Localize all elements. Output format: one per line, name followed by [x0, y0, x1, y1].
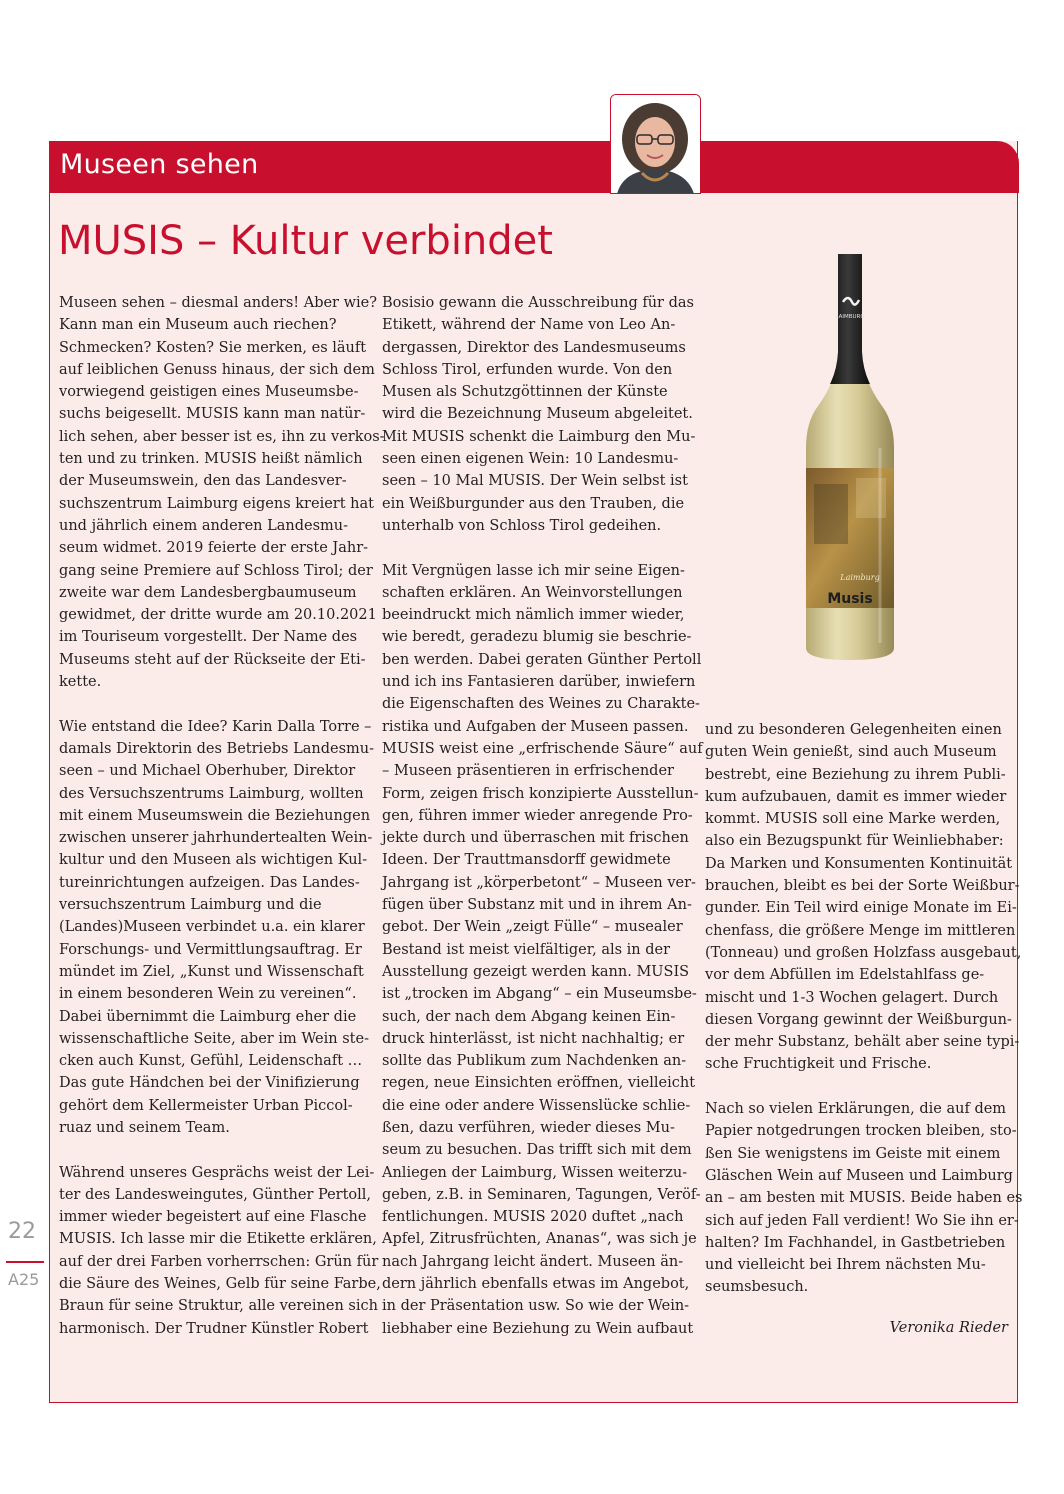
section-banner [49, 141, 1019, 193]
capsule-text: LAIMBURG [835, 314, 865, 320]
page-number-divider [6, 1261, 44, 1263]
bottle-label-text: Musis [827, 591, 873, 607]
article-column-2: Bosisio gewann die Ausschreibung für das Etikett, während der Name von Leo An- dergassen, Direktor des Landesmuseums Schloss Tirol, erfunden wurde. Von den Musen als Schutzgöttinnen der Künste wird die Bezeichnung Museum abgeleitet. Mit MUSIS schenkt die Laimburg den Mu- seen einen eigenen Wein: 10 Landesmu- seen – 10 Mal MUSIS. Der Wein selbst ist ein Weißburgunder aus den Trauben, die unterhalb von Schloss Tirol gedeihen. Mit Vergnügen lasse ich mir seine Eigen- schaften erklären. An Weinvorstellungen beeindruckt mich nämlich immer wieder, wie beredt, geradezu blumig sie beschrie- ben werden. Dabei geraten Günther Pertoll und ich ins Fantasieren darüber, inwiefern die Eigenschaften des Weines zu Charakte- ristika und Aufgaben der Museen passen. MUSIS weist eine „erfrischende Säure“ auf – Museen präsentieren in erfrischender Form, zeigen frisch konzipierte Ausstellun- gen, führen immer wieder anregende Pro- jekte durch und überraschen mit frischen Ideen. Der Trauttmansdorff gewidmete Jahrgang ist „körperbetont“ – Museen ver- fügen über Substanz mit und in ihrem An- gebot. Der Wein „zeigt Fülle“ – musealer Bestand ist meist vielfältiger, als in der Ausstellung gezeigt werden kann. MUSIS ist „trocken im Abgang“ – ein Museumsbe- such, der nach dem Abgang keinen Ein- druck hinterlässt, ist nicht nachhaltig; er sollte das Publikum zum Nachdenken an- regen, neue Einsichten eröffnen, vielleicht die eine oder andere Wissenslücke schlie- ßen, dazu verführen, wieder dieses Mu- seum zu besuchen. Das trifft sich mit dem Anliegen der Laimburg, Wissen weiterzu- geben, z.B. in Seminaren, Tagungen, Veröf- fentlichungen. MUSIS 2020 duftet „nach Apfel, Zitrusfrüchten, Ananas“, was sich je nach Jahrgang leicht ändert. Museen än- dern jährlich ebenfalls etwas im Angebot, in der Präsentation usw. So wie der Wein- liebhaber eine Beziehung zu Wein aufbaut [382, 295, 703, 1337]
section-title: Museen sehen [60, 149, 259, 180]
article-headline: MUSIS – Kultur verbindet [58, 218, 553, 264]
article-column-3: und zu besonderen Gelegenheiten einen guten Wein genießt, sind auch Museum bestrebt, eine Beziehung zu ihrem Publi- kum aufzubauen, damit es immer wieder kommt. MUSIS soll eine Marke werden, also ein Bezugspunkt für Weinliebhaber: Da Marken und Konsumenten Kontinuität brauchen, bleibt es bei der Sorte Weißbur- gunder. Ein Teil wird einige Monate im Ei- chenfass, die größere Menge im mittleren (Tonneau) und großen Holzfass ausgebaut, vor dem Abfüllen im Edelstahlfass ge- mischt und 1-3 Wochen gelagert. Durch diesen Vorgang gewinnt der Weißburgun- der mehr Substanz, behält aber seine typi- sche Fruchtigkeit und Frische. Nach so vielen Erklärungen, die auf dem Papier notgedrungen trocken bleiben, sto- ßen Sie wenigstens im Geiste mit einem Gläschen Wein auf Museen und Laimburg an – am besten mit MUSIS. Beide haben es sich auf jeden Fall verdient! Wo Sie ihn er- halten? Im Fachhandel, in Gastbetrieben und vielleicht bei Ihrem nächsten Mu- seumsbesuch. [705, 722, 1023, 1296]
portrait-icon [611, 95, 700, 194]
article-column-1: Museen sehen – diesmal anders! Aber wie? Kann man ein Museum auch riechen? Schmecken? Kosten? Sie merken, es läuft auf leiblichen Genuss hinaus, der sich dem vorwiegend geistigen eines Museumsbe- suchs beigesellt. MUSIS kann man natür- lich sehen, aber besser ist es, ihn zu verkos- ten und zu trinken. MUSIS heißt nämlich der Museumswein, den das Landesver- suchszentrum Laimburg eigens kreiert hat und jährlich einem anderen Landesmu- seum widmet. 2019 feierte der erste Jahr- gang seine Premiere auf Schloss Tirol; der zweite war dem Landesbergbaumuseum gewidmet, der dritte wurde am 20.10.2021 im Touriseum vorgestellt. Der Name des Museums steht auf der Rückseite der Eti- kette. Wie entstand die Idee? Karin Dalla Torre – damals Direktorin des Betriebs Landesmu- seen – und Michael Oberhuber, Direktor des Versuchszentrums Laimburg, wollten mit einem Museumswein die Beziehungen zwischen unserer jahrhundertealten Wein- kultur und den Museen als wichtigen Kul- tureinrichtungen aufzeigen. Das Landes- versuchszentrum Laimburg und die (Landes)Museen verbindet u.a. ein klarer Forschungs- und Vermittlungsauftrag. Er mündet im Ziel, „Kunst und Wissenschaft in einem besonderen Wein zu vereinen“. Dabei übernimmt die Laimburg eher die wissenschaftliche Seite, aber im Wein ste- cken auch Kunst, Gefühl, Leidenschaft … Das gute Händchen bei der Vinifizierung gehört dem Kellermeister Urban Piccol- ruaz und seinem Team. Während unseres Gesprächs weist der Lei- ter des Landesweingutes, Günther Pertoll, immer wieder begeistert auf eine Flasche MUSIS. Ich lasse mir die Etikette erklären, auf der drei Farben vorherrschen: Grün für die Säure des Weines, Gelb für seine Farbe, Braun für seine Struktur, alle vereinen sich harmonisch. Der Trudner Künstler Robert [59, 295, 385, 1337]
issue-number: A25 [8, 1270, 40, 1289]
bottle-script-text: Laimburg [840, 573, 880, 582]
author-signature: Veronika Rieder [889, 1320, 1008, 1336]
wine-bottle-image [800, 248, 900, 668]
wine-bottle-icon [800, 248, 900, 668]
author-portrait [610, 94, 701, 194]
page-number: 22 [8, 1219, 36, 1244]
